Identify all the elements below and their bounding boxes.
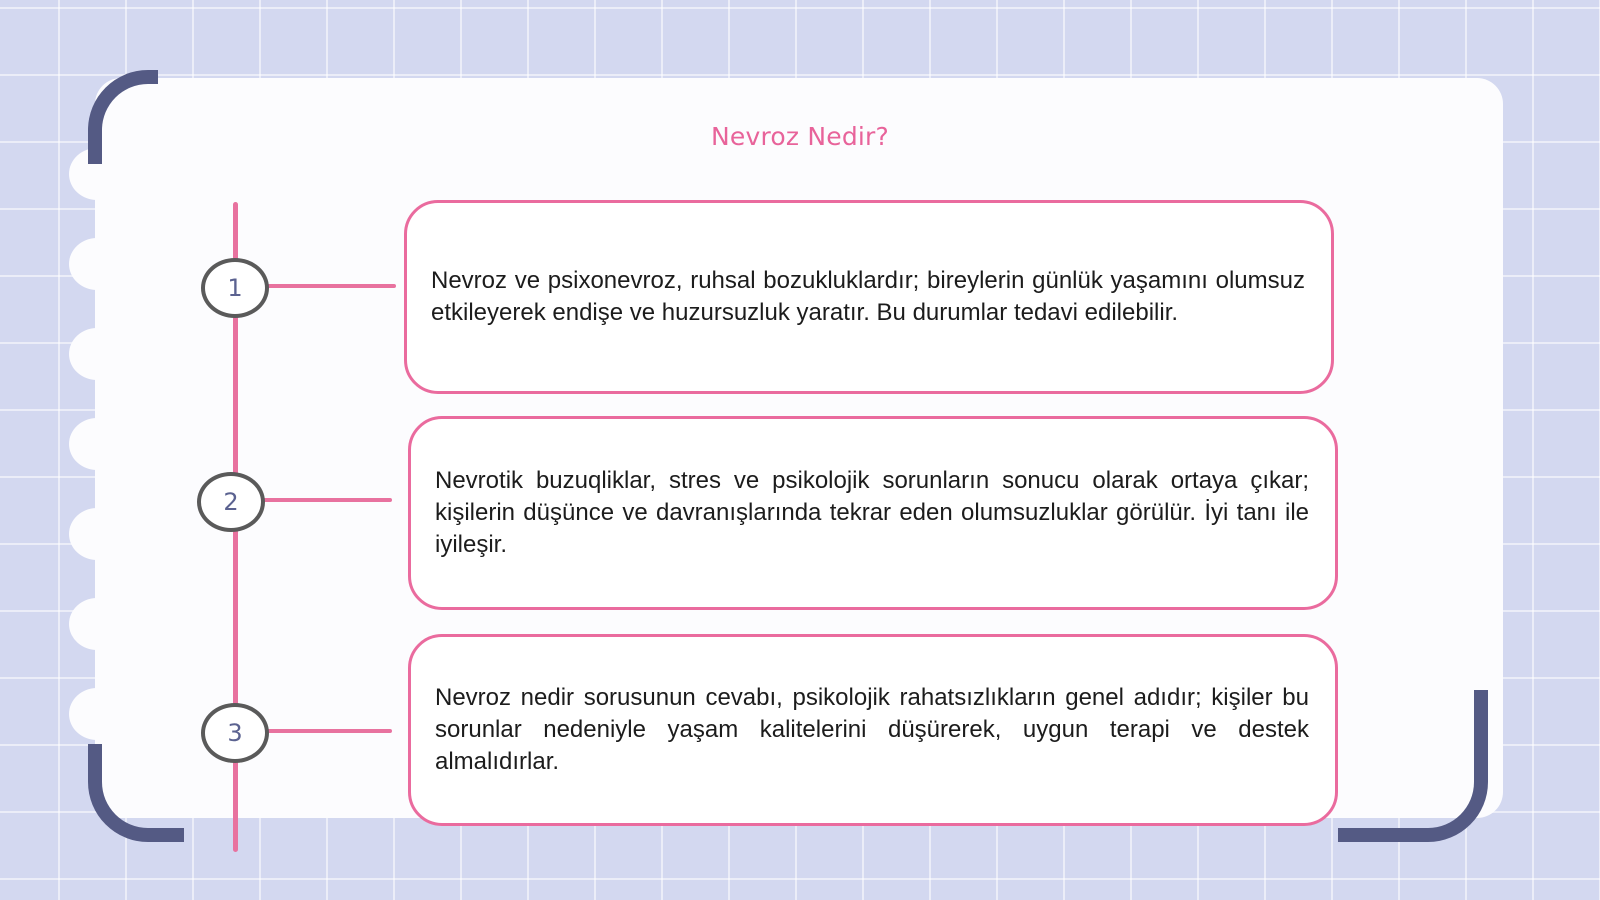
info-box (404, 200, 1334, 394)
step-number-circle (201, 703, 269, 763)
corner-bracket-top-left (88, 70, 158, 164)
step-number: 3 (227, 719, 243, 747)
scallop-edge (69, 328, 125, 380)
corner-bracket-bottom-left (88, 744, 184, 842)
info-text: Nevroz nedir sorusunun cevabı, psikolojik rahatsızlıkların genel adıdır; kişiler bu sorunlar nedeniyle yaşam kalitelerini düşürerek, uygun terapi ve destek almalıdırlar. (435, 684, 1309, 775)
step-number: 1 (227, 274, 243, 302)
scallop-edge (69, 418, 125, 470)
step-number-circle (201, 258, 269, 318)
info-text: Nevrotik buzuqliklar, stres ve psikolojik sorunların sonucu olarak ortaya çıkar; kişilerin düşünce ve davranışlarında tekrar eden olumsuzluklar görülür. İyi tanı ile iyileşir. (435, 467, 1309, 558)
step-number-circle (197, 472, 265, 532)
corner-bracket-bottom-right (1338, 690, 1488, 842)
scallop-edge (69, 238, 125, 290)
scallop-edge (69, 508, 125, 560)
step-number: 2 (223, 488, 239, 516)
scallop-edge (69, 598, 125, 650)
slide-title: Nevroz Nedir? (710, 122, 889, 151)
scallop-edge (69, 688, 125, 740)
step-connector (262, 284, 396, 288)
info-box (408, 634, 1338, 826)
step-connector (260, 498, 392, 502)
info-box (408, 416, 1338, 610)
step-connector (262, 729, 392, 733)
info-text: Nevroz ve psixonevroz, ruhsal bozukluklardır; bireylerin günlük yaşamını olumsuz etkileyerek endişe ve huzursuzluk yaratır. Bu durumlar tedavi edilebilir. (431, 267, 1305, 326)
